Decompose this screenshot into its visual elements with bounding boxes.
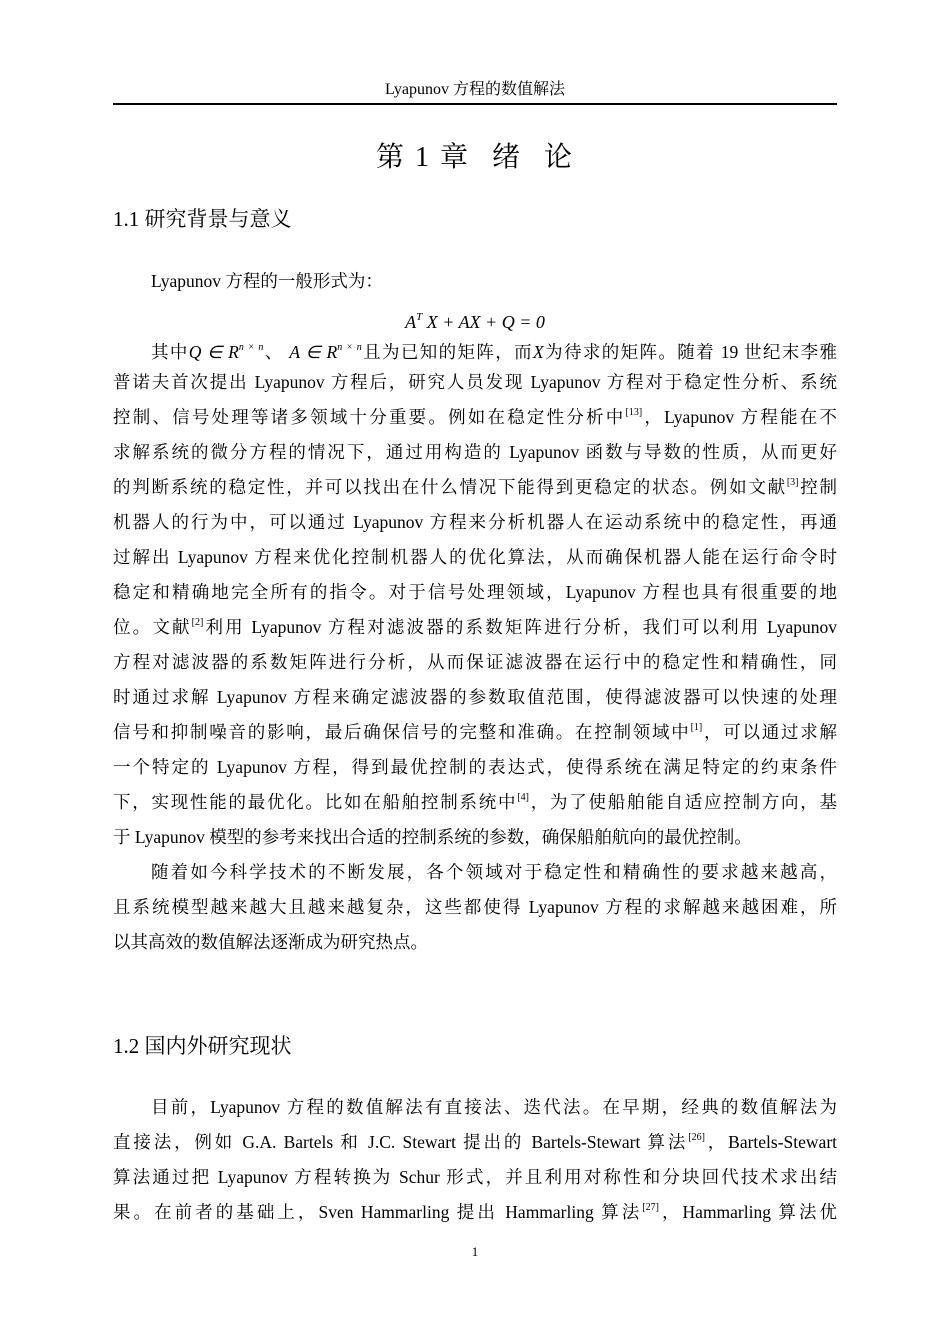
running-header: Lyapunov 方程的数值解法: [385, 81, 565, 98]
paragraph-line: 一个特定的 Lyapunov 方程，得到最优控制的表达式，使得系统在满足特定的约束条件: [113, 757, 837, 777]
section-heading-1-2: 1.2 国内外研究现状: [113, 1034, 292, 1058]
citation: [27]: [642, 1202, 659, 1213]
intro-paragraph: [113, 264, 837, 299]
citation: [13]: [625, 407, 643, 418]
paragraph-line: 于 Lyapunov 模型的参考来找出合适的控制系统的参数，确保船舶航向的最优控制。: [113, 827, 752, 847]
paragraph-line: 随着如今科学技术的不断发展，各个领域对于稳定性和精确性的要求越来越高，: [151, 862, 837, 882]
paragraph-line: 算法通过把 Lyapunov 方程转换为 Schur 形式，并且利用对称性和分块回代技术求出结: [113, 1167, 837, 1187]
paragraph-line: 普诺夫首次提出 Lyapunov 方程后，研究人员发现 Lyapunov 方程对于稳定性分析、系统: [113, 372, 837, 392]
citation: [26]: [688, 1132, 705, 1143]
chapter-number: 第 1 章: [375, 142, 470, 173]
paragraph-line: 以其高效的数值解法逐渐成为研究热点。: [113, 932, 428, 952]
paragraph-line: 过解出 Lyapunov 方程来优化控制机器人的优化算法，从而确保机器人能在运行命令时: [113, 547, 837, 567]
citation: [2]: [191, 617, 204, 628]
paragraph-line: 且系统模型越来越大且越来越复杂，这些都使得 Lyapunov 方程的求解越来越困难，所: [113, 897, 837, 917]
intro-line: Lyapunov 方程的一般形式为：: [151, 271, 383, 291]
paragraph-line: 下，实现性能的最优化。比如在船舶控制系统中[4]，为了使船舶能自适应控制方向，基: [113, 792, 838, 812]
paragraph-line: 目前，Lyapunov 方程的数值解法有直接法、迭代法。在早期，经典的数值解法为: [151, 1097, 837, 1117]
section-heading-1-1: 1.1 研究背景与意义: [113, 207, 292, 231]
paragraph-line: 控制、信号处理等诸多领域十分重要。例如在稳定性分析中[13]，Lyapunov 方程能在不: [113, 407, 837, 427]
paragraph-line: 果。在前者的基础上，Sven Hammarling 提出 Hammarling 算法[27]，Hammarling 算法优: [113, 1202, 837, 1222]
paragraph-line: 时通过求解 Lyapunov 方程来确定滤波器的参数取值范围，使得滤波器可以快速的处理: [113, 687, 837, 707]
chapter-title-a: 绪: [491, 142, 522, 173]
background-paragraph: [113, 330, 837, 960]
citation: [3]: [786, 477, 799, 488]
paragraph-line: 机器人的行为中，可以通过 Lyapunov 方程来分析机器人在运动系统中的稳定性，再通: [113, 512, 837, 532]
lyapunov-equation: $A^T$ X + AX + Q = 0: [405, 311, 545, 332]
paragraph-line: 稳定和精确地完全所有的指令。对于信号处理领域，Lyapunov 方程也具有很重要的地: [113, 582, 837, 602]
paragraph-line: 直接法，例如 G.A. Bartels 和 J.C. Stewart 提出的 Bartels-Stewart 算法[26]，Bartels-Stewart: [113, 1132, 838, 1152]
header-rule: [113, 103, 837, 105]
citation: [4]: [517, 792, 529, 803]
paragraph-line: 位。文献[2]利用 Lyapunov 方程对滤波器的系数矩阵进行分析，我们可以利用 Lyapunov: [113, 617, 838, 637]
paragraph-line: 的判断系统的稳定性，并可以找出在什么情况下能得到更稳定的状态。例如文献[3]控制: [113, 477, 838, 497]
paragraph-line: 方程对滤波器的系数矩阵进行分析，从而保证滤波器在运行中的稳定性和精确性，同: [113, 652, 837, 672]
citation: [1]: [690, 722, 703, 733]
paragraph-line: 信号和抑制噪音的影响，最后确保信号的完整和准确。在控制领域中[1]，可以通过求解: [113, 722, 837, 742]
chapter-title-b: 论: [544, 142, 575, 173]
chapter-title: [113, 140, 837, 176]
paragraph-line: 求解系统的微分方程的情况下，通过用构造的 Lyapunov 函数与导数的性质，从而更好: [113, 442, 837, 462]
page-number: 1: [471, 1244, 479, 1259]
status-paragraph: [113, 1090, 837, 1230]
paragraph-line: 其中Q ∈ $R^{n \times n}$、 A ∈ $R^{n \times n}$且为已知的矩阵，而X为待求的矩阵。随着 19 世纪末李雅: [151, 342, 838, 362]
